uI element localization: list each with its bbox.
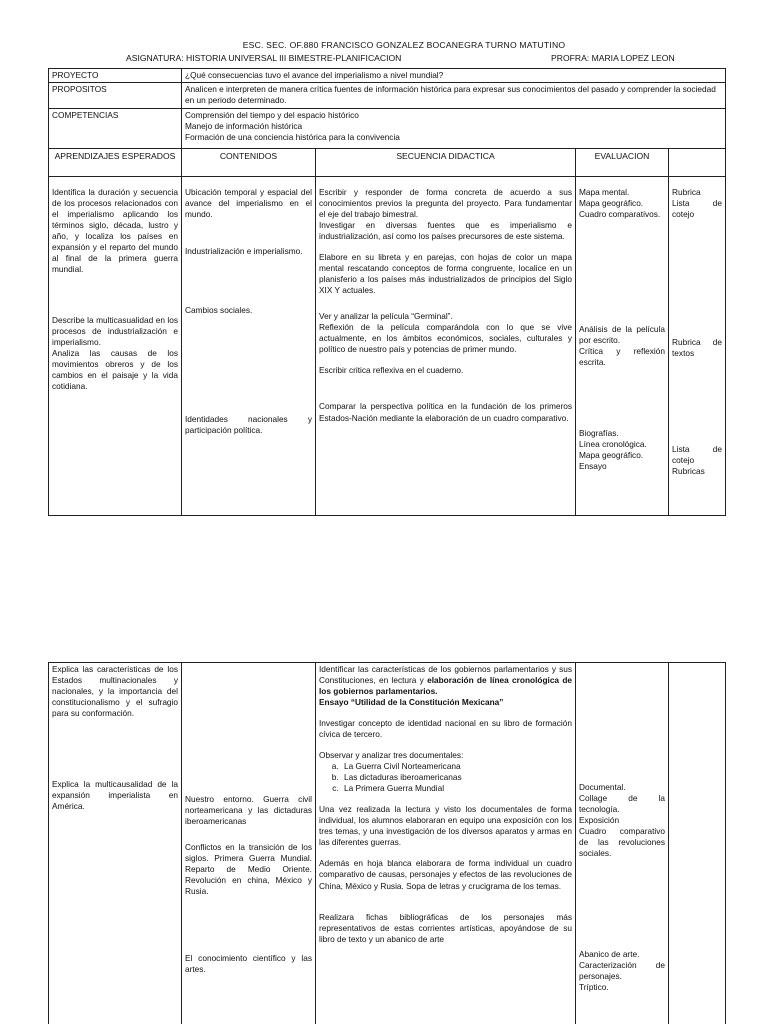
secuencia-cell xyxy=(316,663,576,1024)
proyecto-label: PROYECTO xyxy=(49,69,182,83)
contenido-item: Industrialización e imperialismo. xyxy=(185,246,303,257)
column-header-aprendizajes: APRENDIZAJES ESPERADOS xyxy=(49,149,182,177)
contenido-item: El conocimiento científico y las artes. xyxy=(185,953,312,975)
instrumento-item: Rubricas xyxy=(672,466,705,477)
instrumento-item: Lista de cotejo xyxy=(672,444,723,466)
list-item: a. La Guerra Civil Norteamericana xyxy=(341,761,572,772)
contenido-item: Ubicación temporal y espacial del avance del imperialismo en el mundo. xyxy=(185,187,312,220)
evaluacion-item: Collage de la tecnología. xyxy=(579,793,665,815)
column-header-evaluacion: EVALUACION xyxy=(576,149,669,177)
secuencia-item: Realizara fichas bibliográficas de los personajes más representativos de estas corrientes artísticas, apoyándose de su libro de texto y un abanico de arte xyxy=(319,911,572,944)
evaluacion-item: Exposición xyxy=(579,815,620,826)
documentales-list xyxy=(341,761,572,794)
secuencia-item: Escribir y responder de forma concreta de acuerdo a sus conocimientos previos la pregunta del proyecto. Para fundamentar el eje del trabajo bimestral. xyxy=(319,187,572,220)
proyecto-value: ¿Qué consecuencias tuvo el avance del imperialismo a nivel mundial? xyxy=(182,69,726,83)
evaluacion-item: Caracterización de personajes. xyxy=(579,960,665,982)
instrumentos-cell xyxy=(669,663,726,1024)
competencias-list xyxy=(182,109,726,149)
aprendizaje-item: Analiza las causas de los movimientos obreros y de los cambios en el paisaje y la vida cotidiana. xyxy=(52,348,178,392)
contenido-item: Nuestro entorno. Guerra civil norteamericana y las dictaduras iberoamericanas xyxy=(185,794,312,827)
secuencia-item: Además en hoja blanca elaborara de forma individual un cuadro comparativo de causas, personajes y efectos de las revoluciones de China, México y Rusia. Sopa de letras y crucigrama de los temas. xyxy=(319,858,572,891)
evaluacion-item: Cuadro comparativo de las revoluciones sociales. xyxy=(579,826,665,859)
secuencia-item: Investigar en diversas fuentes que es imperialismo e industrialización, así como los países precursores de este sistema. xyxy=(319,220,572,242)
secuencia-item: Ver y analizar la película “Germinal”. xyxy=(319,311,453,322)
competencias-label: COMPETENCIAS xyxy=(49,109,182,149)
aprendizajes-cell xyxy=(49,663,182,1024)
column-header-instrumentos xyxy=(669,149,726,177)
aprendizaje-item: Describe la multicasualidad en los procesos de industrialización e imperialismo. xyxy=(52,315,178,348)
secuencia-item: Identificar las características de los gobiernos parlamentarios y sus Constituciones, en lectura y elaboración de línea cronológica de los gobiernos parlamentarios. xyxy=(319,664,572,697)
column-header-secuencia: SECUENCIA DIDACTICA xyxy=(316,149,576,177)
planning-table-1 xyxy=(48,68,726,516)
evaluacion-item: Mapa geográfico. xyxy=(579,450,644,461)
contenidos-cell xyxy=(182,663,316,1024)
propositos-value: Analicen e interpreten de manera crítica fuentes de información histórica para expresar sus conocimientos del pasado y comprender la sociedad en un periodo determinado. xyxy=(182,83,726,109)
secuencia-item: Elabore en su libreta y en parejas, con hojas de color un mapa mental rescatando conceptos de forma congruente, localice en un planisferio a los países más industrializados de principios del Siglo XIX Y actuales. xyxy=(319,252,572,296)
planning-table-2 xyxy=(48,662,726,1024)
contenido-item: Identidades nacionales y participación política. xyxy=(185,414,312,436)
propositos-label: PROPOSITOS xyxy=(49,83,182,109)
list-item: c. La Primera Guerra Mundial xyxy=(341,783,572,794)
evaluacion-item: Ensayo xyxy=(579,461,607,472)
column-header-contenidos: CONTENIDOS xyxy=(182,149,316,177)
header-line-1: ESC. SEC. OF.880 FRANCISCO GONZALEZ BOCANEGRA TURNO MATUTINO xyxy=(242,40,566,50)
list-item: b. Las dictaduras iberoamericanas xyxy=(341,772,572,783)
header-subject: ASIGNATURA: HISTORIA UNIVERSAL III BIMESTRE-PLANIFICACION xyxy=(126,53,402,63)
secuencia-item: Escribir critica reflexiva en el cuaderno. xyxy=(319,365,464,376)
contenidos-cell xyxy=(182,177,316,516)
aprendizaje-item: Explica las características de los Estados multinacionales y nacionales, y la importancia del constitucionalismo y el sufragio para su conformación. xyxy=(52,664,178,719)
evaluacion-cell xyxy=(576,177,669,516)
secuencia-item: Investigar concepto de identidad nacional en su libro de formación cívica de tercero. xyxy=(319,718,572,740)
evaluacion-item: Abanico de arte. xyxy=(579,949,640,960)
evaluacion-item: Línea cronológica. xyxy=(579,439,647,450)
header-teacher: PROFRA: MARIA LOPEZ LEON xyxy=(551,53,675,63)
evaluacion-item: Cuadro comparativos. xyxy=(579,209,661,220)
evaluacion-item: Mapa geográfico. xyxy=(579,198,644,209)
evaluacion-item: Biografías. xyxy=(579,428,619,439)
aprendizajes-cell xyxy=(49,177,182,516)
instrumento-item: Lista de cotejo xyxy=(672,198,723,220)
evaluacion-item: Mapa mental. xyxy=(579,187,630,198)
secuencia-item: Reflexión de la película comparándola con lo que se vive actualmente, en los ámbitos económicos, sociales, culturales y político de nuestro país y potencias de primer mundo. xyxy=(319,322,572,355)
instrumentos-cell xyxy=(669,177,726,516)
secuencia-bold: elaboración de línea cronológica de los gobiernos parlamentarios. xyxy=(319,675,572,697)
evaluacion-item: Crítica y reflexión escrita. xyxy=(579,346,665,368)
secuencia-item: Comparar la perspectiva política en la fundación de los primeros Estados-Nación mediante la elaboración de un cuadro comparativo. xyxy=(319,401,572,423)
evaluacion-cell xyxy=(576,663,669,1024)
instrumento-item: Rubrica de textos xyxy=(672,337,723,359)
secuencia-cell xyxy=(316,177,576,516)
contenido-item: Cambios sociales. xyxy=(185,305,253,316)
aprendizaje-item: Identifica la duración y secuencia de los procesos relacionados con el imperialismo aplicando los términos siglo, década, lustro y año, y localiza los países en expansión y el reparto del mundo al final de la primera guerra mundial. xyxy=(52,187,178,275)
instrumento-item: Rubrica xyxy=(672,187,701,198)
contenido-item: Conflictos en la transición de los siglos. Primera Guerra Mundial. Reparto de Medio Oriente. Revolución en china, México y Rusia. xyxy=(185,842,312,897)
competencia-item: Comprensión del tiempo y del espacio histórico xyxy=(185,110,359,121)
evaluacion-item: Análisis de la película por escrito. xyxy=(579,324,665,346)
secuencia-ensayo: Ensayo “Utilidad de la Constitución Mexicana” xyxy=(319,697,504,708)
competencia-item: Manejo de información histórica xyxy=(185,121,303,132)
evaluacion-item: Tríptico. xyxy=(579,982,609,993)
evaluacion-item: Documental. xyxy=(579,782,626,792)
secuencia-item: Observar y analizar tres documentales: xyxy=(319,750,464,761)
competencia-item: Formación de una conciencia histórica para la convivencia xyxy=(185,132,400,143)
aprendizaje-item: Explica la multicausalidad de la expansión imperialista en América. xyxy=(52,779,178,812)
secuencia-item: Una vez realizada la lectura y visto los documentales de forma individual, los alumnos elaboraran en equipo una exposición con los tres temas, y una investigación de los diversos aparatos y armas en las diferentes guerras. xyxy=(319,804,572,848)
